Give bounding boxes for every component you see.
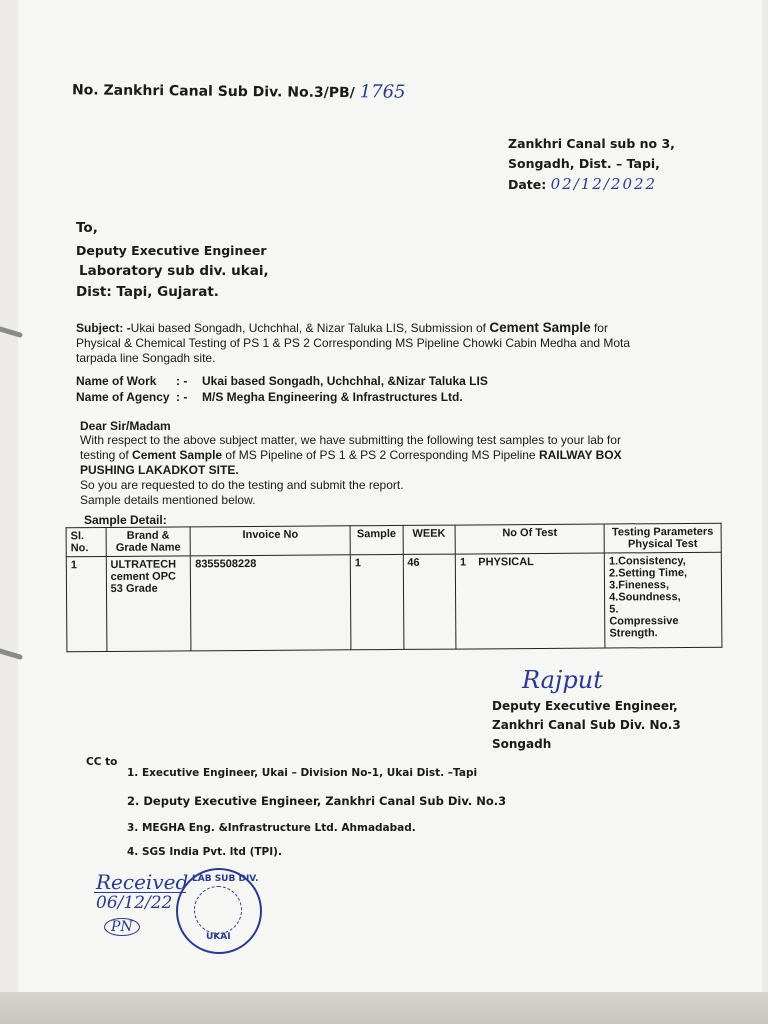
cc-label: CC to — [86, 756, 118, 768]
body-line2a: testing of — [80, 448, 129, 462]
sample-table — [66, 523, 723, 653]
subject-block — [76, 320, 630, 366]
signatory-line1: Deputy Executive Engineer, — [492, 699, 678, 713]
stamp-top-text: LAB SUB DIV. — [192, 874, 259, 884]
body-line5: Sample details mentioned below. — [80, 493, 256, 507]
cc-item: 2. Deputy Executive Engineer, Zankhri Canal Sub Div. No.3 — [127, 794, 507, 808]
sender-address-line1: Zankhri Canal sub no 3, — [508, 136, 675, 151]
subject-highlight: Cement Sample — [489, 320, 591, 335]
work-sep: : - — [176, 374, 188, 388]
agency-sep: : - — [176, 390, 188, 404]
table-header: WEEK — [403, 525, 456, 554]
cell-parameters: 1.Consistency, 2.Setting Time, 3.Fineness, 4.Soundness, 5. Compressive Strength. — [604, 552, 722, 648]
sender-address-line2: Songadh, Dist. – Tapi, — [508, 156, 660, 171]
binder-ring-top — [0, 325, 60, 339]
cell-invoice: 8355508228 — [191, 555, 351, 651]
cell-sl: 1 — [66, 557, 106, 652]
letter-number-label: No. Zankhri Canal Sub Div. No.3/PB/ — [71, 82, 355, 102]
cell-no-of-test: 1 PHYSICAL — [455, 553, 605, 649]
date-label: Date: — [508, 177, 547, 192]
letter-number — [72, 78, 406, 102]
body-line4: So you are requested to do the testing and submit the report. — [80, 478, 404, 492]
body-text — [80, 433, 622, 508]
body-line2c: of MS Pipeline of PS 1 & PS 2 Corresponding MS Pipeline — [225, 448, 536, 462]
recipient-line3: Dist: Tapi, Gujarat. — [76, 284, 219, 300]
table-header: Invoice No — [190, 526, 350, 556]
salutation: Dear Sir/Madam — [80, 419, 171, 433]
work-label: Name of Work — [76, 374, 157, 388]
subject-text2: for — [593, 321, 608, 335]
subject-text1: Ukai based Songadh, Uchchhal, & Nizar Taluka LIS, Submission of — [130, 321, 486, 335]
received-initials: PN — [104, 918, 140, 936]
received-date: 06/12/22 — [96, 893, 173, 913]
table-header: Brand & Grade Name — [106, 527, 191, 557]
cc-item: 4. SGS India Pvt. ltd (TPI). — [127, 846, 282, 858]
body-line2b: Cement Sample — [132, 448, 223, 462]
work-row — [76, 374, 488, 389]
to-label: To, — [76, 220, 98, 236]
date-handwritten: 02/12/2022 — [550, 175, 658, 193]
table-header: Sl. No. — [66, 528, 106, 557]
sender-date — [508, 174, 675, 195]
table-header: No Of Test — [455, 524, 604, 554]
body-line3: PUSHING LAKADKOT SITE. — [80, 463, 239, 477]
subject-line3: tarpada line Songadh site. — [76, 351, 216, 365]
table-header: Testing Parameters Physical Test — [604, 523, 721, 553]
sender-address — [508, 134, 675, 195]
cell-week: 46 — [403, 554, 456, 649]
subject-line2: Physical & Chemical Testing of PS 1 & PS 2 Corresponding MS Pipeline Chowki Cabin Medha and Mota — [76, 336, 631, 350]
letter-number-handwritten: 1765 — [359, 81, 406, 103]
work-value: Ukai based Songadh, Uchchhal, &Nizar Taluka LIS — [202, 374, 488, 388]
recipient-line1: Deputy Executive Engineer — [76, 243, 267, 258]
binder-ring-bottom — [0, 647, 60, 661]
signature: Rajput — [522, 666, 603, 694]
table-header-row — [66, 523, 721, 557]
recipient-address — [76, 240, 269, 303]
recipient-line2: Laboratory sub div. ukai, — [79, 263, 269, 279]
received-label: Received — [96, 870, 189, 894]
signatory-line3: Songadh — [492, 737, 552, 751]
subject-label: Subject: - — [76, 321, 131, 335]
agency-row — [76, 390, 463, 405]
stamp-bottom-text: UKAI — [206, 932, 231, 942]
signatory-block — [492, 697, 681, 754]
agency-value: M/S Megha Engineering & Infrastructures Ltd. — [202, 390, 463, 404]
agency-label: Name of Agency — [76, 390, 170, 404]
body-line2d: RAILWAY BOX — [538, 448, 622, 462]
cell-sample: 1 — [350, 554, 403, 649]
cell-brand: ULTRATECH cement OPC 53 Grade — [106, 556, 191, 652]
table-header: Sample — [350, 525, 403, 554]
body-line1: With respect to the above subject matter, we have submitting the following test samples to your lab for — [80, 433, 621, 447]
page-shadow — [0, 992, 768, 1024]
lab-stamp — [176, 868, 262, 954]
sample-detail-label: Sample Detail: — [84, 513, 167, 527]
signatory-line2: Zankhri Canal Sub Div. No.3 — [492, 718, 681, 732]
cc-item: 3. MEGHA Eng. &Infrastructure Ltd. Ahmadabad. — [127, 822, 416, 834]
table-row — [66, 552, 722, 652]
cc-item: 1. Executive Engineer, Ukai – Division No-1, Ukai Dist. –Tapi — [127, 767, 478, 779]
stamp-inner-ring — [194, 886, 242, 934]
